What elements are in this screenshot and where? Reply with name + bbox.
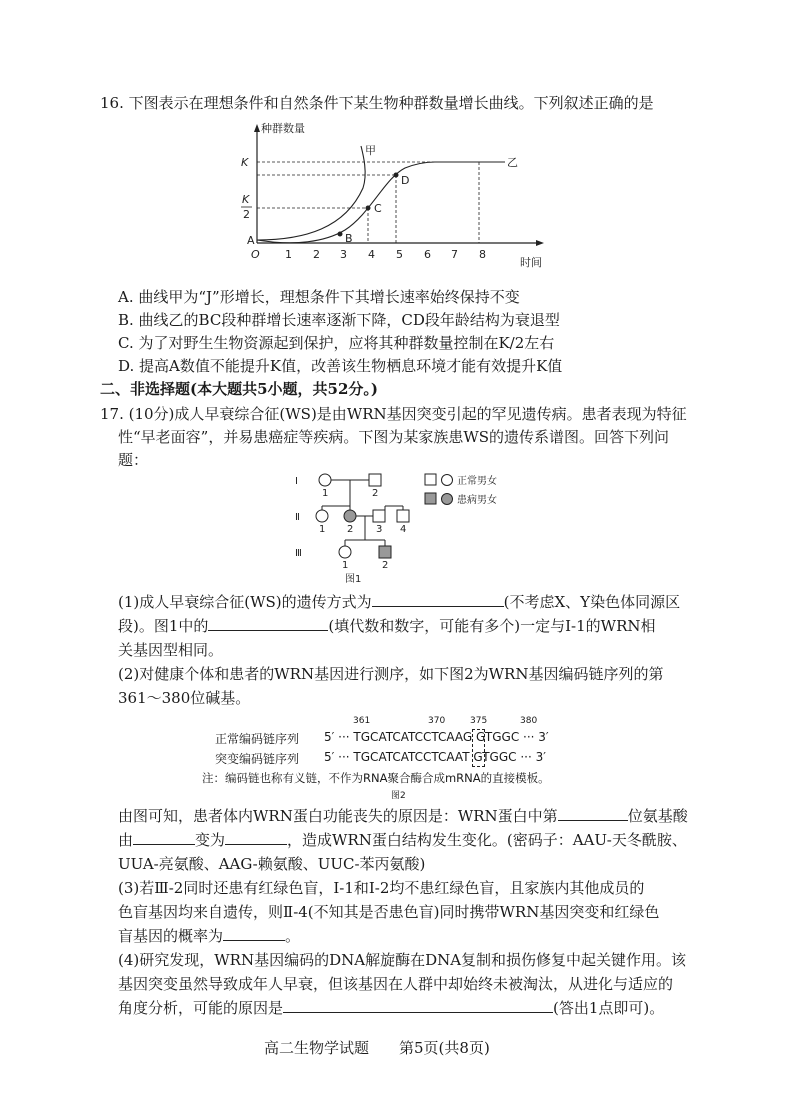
q17-part1-line1: (1)成人早衰综合征(WS)的遗传方式为 (不考虑X、Y染色体同源区 — [118, 593, 681, 611]
tick-5: 5 — [396, 248, 403, 261]
q17-intro-line3: 题： — [118, 451, 149, 469]
iii1-number: 1 — [342, 560, 349, 571]
legend-affected-female — [442, 494, 453, 505]
point-c-label: C — [374, 202, 382, 215]
answer-blank-new-aa[interactable] — [225, 830, 287, 845]
point-c — [366, 206, 371, 211]
x-axis-label: 时间 — [520, 256, 542, 269]
q17-part2-line4: 由 变为 ，造成WRN蛋白结构发生变化。(密码子：AAU-天冬酰胺、 — [118, 831, 687, 849]
seq-caption: 图2 — [391, 791, 406, 801]
generation-3-label: Ⅲ — [295, 548, 302, 559]
curve-yi-label: 乙 — [507, 156, 518, 169]
q16-option-c: C. 为了对野生生物资源起到保护，应将其种群数量控制在K/2左右 — [118, 334, 555, 352]
tick-6: 6 — [424, 248, 431, 261]
answer-blank-probability[interactable] — [223, 926, 285, 941]
ii3-number: 3 — [376, 524, 383, 535]
ii2-number: 2 — [347, 524, 354, 535]
q17-part4-line1: (4)研究发现，WRN基因编码的DNA解旋酶在DNA复制和损伤修复中起关键作用。该 — [118, 951, 687, 969]
ii4-male-normal — [397, 510, 409, 522]
y-axis-label: 种群数量 — [261, 122, 305, 135]
answer-blank-position[interactable] — [558, 806, 628, 821]
section-2-heading: 二、非选择题(本大题共5小题，共52分。) — [100, 380, 379, 398]
ii1-female-normal — [316, 510, 328, 522]
seq-pos-380: 380 — [520, 716, 538, 726]
point-b — [338, 232, 343, 237]
y-label-k2-num: K — [242, 193, 250, 206]
seq-pos-361: 361 — [353, 716, 371, 726]
q17-part2-line3: 由图可知，患者体内WRN蛋白功能丧失的原因是：WRN蛋白中第 位氨基酸 — [118, 807, 688, 825]
generation-1-label: Ⅰ — [295, 476, 298, 487]
curve-jia — [257, 146, 365, 240]
legend-normal-male — [425, 474, 436, 485]
origin-label: O — [251, 248, 260, 261]
q17-part3-line1: (3)若Ⅲ-2同时还患有红绿色盲，Ⅰ-1和Ⅰ-2均不患红绿色盲，且家族内其他成员的 — [118, 879, 645, 897]
x-axis-arrow — [536, 240, 544, 246]
x-tick-labels — [285, 248, 486, 261]
q17-part2-line5: UUA-亮氨酸、AAG-赖氨酸、UUC-苯丙氨酸) — [118, 855, 426, 873]
q17-part1-line3: 关基因型相同。 — [118, 641, 224, 659]
normal-seq: 5′ ··· TGCATCATCCTCAAG GTGGC ··· 3′ — [324, 730, 549, 744]
mutation-site-box — [472, 729, 485, 767]
normal-seq-label: 正常编码链序列 — [215, 732, 300, 746]
i2-male-normal — [369, 474, 381, 486]
population-growth-graph — [235, 118, 570, 283]
legend-normal-label: 正常男女 — [457, 476, 497, 487]
iii2-male-affected — [379, 546, 391, 558]
legend-affected-label: 患病男女 — [457, 495, 497, 506]
pedigree-caption: 图1 — [345, 574, 362, 585]
answer-blank-original-aa[interactable] — [133, 830, 195, 845]
q16-option-a: A. 曲线甲为“J”形增长，理想条件下其增长速率始终保持不变 — [118, 288, 520, 306]
q16-option-b: B. 曲线乙的BC段种群增长速率逐渐下降，CD段年龄结构为衰退型 — [118, 311, 560, 329]
answer-blank-inheritance[interactable] — [372, 592, 504, 607]
tick-2: 2 — [313, 248, 320, 261]
ii1-number: 1 — [319, 524, 326, 535]
q17-intro-line2: 性“早老面容”，并易患癌症等疾病。下图为某家族患WS的遗传系谱图。回答下列问 — [118, 428, 670, 446]
mutant-seq-label: 突变编码链序列 — [215, 752, 300, 766]
answer-blank-individuals[interactable] — [208, 616, 328, 631]
q17-part4-line3: 角度分析，可能的原因是 (答出1点即可)。 — [118, 999, 665, 1017]
q17-part2-line2: 361～380位碱基。 — [118, 689, 251, 707]
iii1-female-normal — [339, 546, 351, 558]
q17-part4-line2: 基因突变虽然导致成年人早衰，但该基因在人群中却始终未被淘汰，从进化与适应的 — [118, 975, 674, 993]
y-axis-arrow — [254, 124, 260, 132]
seq-pos-375: 375 — [470, 716, 488, 726]
q17-part2-line1: (2)对健康个体和患者的WRN基因进行测序，如下图2为WRN基因编码链序列的第 — [118, 665, 664, 683]
mutant-seq: 5′ ··· TGCATCATCCTCAAT GTGGC ··· 3′ — [324, 750, 546, 764]
point-d-label: D — [401, 174, 410, 187]
point-a-label: A — [247, 234, 255, 247]
ii2-female-affected — [344, 510, 356, 522]
q17-intro-line1: 17. (10分)成人早衰综合征(WS)是由WRN基因突变引起的罕见遗传病。患者表现为特征 — [100, 405, 687, 423]
page-footer: 高二生物学试题 第5页(共8页) — [264, 1039, 490, 1057]
tick-3: 3 — [340, 248, 347, 261]
ii3-male-normal — [373, 510, 385, 522]
seq-note: 注：编码链也称有义链，不作为RNA聚合酶合成mRNA的直接模板。 — [202, 771, 550, 785]
i1-female-normal — [319, 474, 331, 486]
legend-affected-male — [425, 493, 436, 504]
q16-stem: 16. 下图表示在理想条件和自然条件下某生物种群数量增长曲线。下列叙述正确的是 — [100, 94, 654, 112]
y-label-k: K — [241, 156, 249, 169]
point-d — [394, 173, 399, 178]
q17-part1-line2: 段)。图1中的 (填代数和数字，可能有多个)一定与Ⅰ-1的WRN相 — [118, 617, 656, 635]
iii2-number: 2 — [382, 560, 389, 571]
i2-number: 2 — [372, 488, 379, 499]
generation-2-label: Ⅱ — [295, 512, 300, 523]
curve-jia-label: 甲 — [365, 144, 376, 157]
tick-4: 4 — [368, 248, 375, 261]
answer-blank-reason[interactable] — [283, 998, 553, 1013]
legend-normal-female — [442, 475, 453, 486]
q17-part3-line2: 色盲基因均来自遗传，则Ⅱ-4(不知其是否患色盲)同时携带WRN基因突变和红绿色 — [118, 903, 660, 921]
tick-8: 8 — [479, 248, 486, 261]
q16-option-d: D. 提高A数值不能提升K值，改善该生物栖息环境才能有效提升K值 — [118, 357, 563, 375]
y-label-k2-den: 2 — [243, 208, 250, 221]
tick-7: 7 — [451, 248, 458, 261]
point-b-label: B — [345, 232, 353, 245]
q17-part3-line3: 盲基因的概率为 。 — [118, 927, 301, 945]
i1-number: 1 — [322, 488, 329, 499]
tick-1: 1 — [285, 248, 292, 261]
seq-pos-370: 370 — [428, 716, 446, 726]
pedigree-chart — [285, 468, 545, 588]
ii4-number: 4 — [400, 524, 407, 535]
